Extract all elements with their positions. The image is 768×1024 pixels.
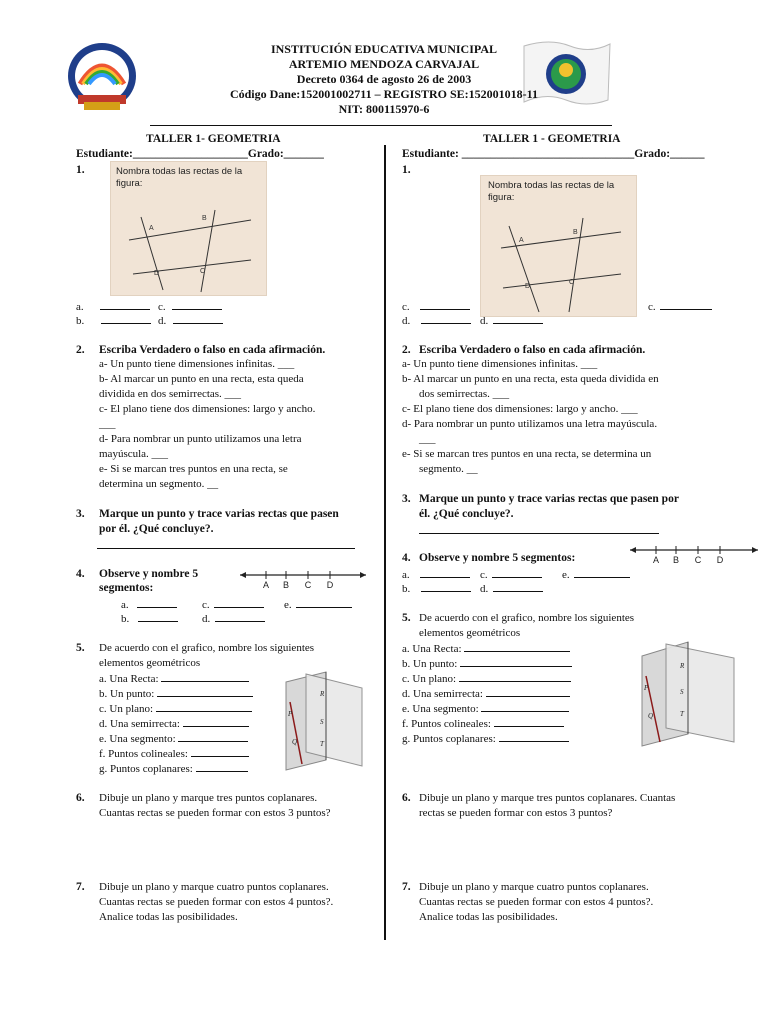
right-q5-e-blank[interactable] [481,701,569,712]
left-q4-a-blank[interactable] [137,597,177,608]
right-seg-label-c: C [694,555,702,565]
left-q1-number: 1. [76,164,85,176]
school-header [0,42,768,117]
left-fig-caption: Nombra todas las rectas de la figura: [116,166,243,189]
right-q1-c1: c. [402,301,410,313]
right-q4-number: 4. [402,552,411,564]
right-q2-a: a- Un punto tiene dimensiones infinitas. ___ [402,358,598,370]
right-q5-a-blank[interactable] [464,641,570,652]
left-q4-d-blank[interactable] [215,611,265,622]
left-q5-item-g: g. Puntos coplanares: [99,763,193,775]
left-q4-a: a. [121,599,129,611]
right-planes-figure [636,638,740,748]
right-segment-figure [628,543,760,565]
right-q7-line1: Dibuje un plano y marque cuatro puntos coplanares. [419,881,649,893]
left-seg-label-b: B [282,580,290,590]
left-q6-line1: Dibuje un plano y marque tres puntos coplanares. [99,792,318,804]
right-q5-item-d: d. Una semirrecta: [402,688,483,700]
right-fig-label-c: C [569,279,575,286]
right-plane-label-s: S [680,688,684,696]
right-q4-d: d. [480,583,489,595]
left-q1-a-blank[interactable] [100,299,150,310]
left-segment-figure [238,568,368,590]
left-seg-label-d: D [326,580,334,590]
right-q6-number: 6. [402,792,411,804]
left-q5-g-blank[interactable] [196,761,248,772]
left-q4-e: e. [284,599,292,611]
left-q2-number: 2. [76,344,85,356]
right-q5-item-f: f. Puntos colineales: [402,718,491,730]
left-q1-d-blank[interactable] [173,313,223,324]
left-fig-label-a: A [149,225,154,232]
right-q4-b-blank[interactable] [421,581,471,592]
right-q4-d-blank[interactable] [493,581,543,592]
right-q2-d2: ___ [419,433,436,445]
left-q2-a: a- Un punto tiene dimensiones infinitas. ___ [99,358,295,370]
left-q1-a: a. [76,301,84,313]
left-q5-f-blank[interactable] [191,746,249,757]
right-fig-label-b: B [573,229,578,236]
left-q2-c1: c- El plano tiene dos dimensiones: largo y ancho. [99,403,316,415]
right-q4-e: e. [562,569,570,581]
right-q3-number: 3. [402,493,411,505]
right-q5-item-b: b. Un punto: [402,658,458,670]
right-plane-label-p: P [644,684,649,692]
right-q1-d2: d. [480,315,489,327]
left-planes-figure [282,668,366,772]
left-q3-line2: por él. ¿Qué concluye?. [99,523,214,535]
right-q2-b2: dos semirrectas. ___ [419,388,510,400]
right-q2-b1: b- Al marcar un punto en una recta, esta queda dividida en [402,373,659,385]
right-q6-line2: rectas se pueden formar con estos 3 puntos? [419,807,613,819]
left-q2-e1: e- Si se marcan tres puntos en una recta, se [99,463,288,475]
right-q5-c-blank[interactable] [459,671,571,682]
right-q3-line2: él. ¿Qué concluye?. [419,508,514,520]
left-fig-label-b: B [202,215,207,222]
right-q1-c2: c. [648,301,656,313]
right-q2-c: c- El plano tiene dos dimensiones: largo y ancho. ___ [402,403,638,415]
left-q7-number: 7. [76,881,85,893]
right-q5-item-g: g. Puntos coplanares: [402,733,496,745]
right-q4-c: c. [480,569,488,581]
right-fig-label-a: A [519,237,524,244]
right-q7-line3: Analice todas las posibilidades. [419,911,558,923]
left-q6-line2: Cuantas rectas se pueden formar con estos 3 puntos? [99,807,331,819]
left-q5-item-e: e. Una segmento: [99,733,176,745]
right-q4-b: b. [402,583,411,595]
right-seg-label-b: B [672,555,680,565]
left-q2-e2: determina un segmento. __ [99,478,219,490]
left-q1-d: d. [158,315,167,327]
right-q3-line1: Marque un punto y trace varias rectas que pasen por [419,493,679,505]
right-q7-line2: Cuantas rectas se pueden formar con estos 4 puntos?. [419,896,654,908]
left-q2-b2: dividida en dos semirrectas. ___ [99,388,242,400]
left-plane-label-p: P [288,710,293,718]
left-q5-e-blank[interactable] [178,731,248,742]
left-student-line: Estudiante:____________________Grado:_______ [76,148,324,160]
right-q2-number: 2. [402,344,411,356]
right-q3-answer-line[interactable] [419,533,659,534]
left-q2-b1: b- Al marcar un punto en una recta, esta queda [99,373,304,385]
left-q5-item-a: a. Una Recta: [99,673,159,685]
left-plane-label-s: S [320,718,324,726]
header-line-5: NIT: 800115970-6 [338,102,430,116]
right-q4-a: a. [402,569,410,581]
right-fig-label-d: D [525,283,531,290]
right-seg-label-a: A [652,555,660,565]
left-q5-item-f: f. Puntos colineales: [99,748,188,760]
right-q2-e2: segmento. __ [419,463,478,475]
right-q5-item-a: a. Una Recta: [402,643,462,655]
left-plane-label-r: R [320,690,325,698]
left-q5-line1: De acuerdo con el grafico, nombre los siguientes [99,642,315,654]
right-fig-caption: Nombra todas las rectas de la figura: [488,180,615,203]
left-q5-item-b: b. Un punto: [99,688,155,700]
left-q1-c: c. [158,301,166,313]
left-q2-title: Escriba Verdadero o falso en cada afirmación. [99,344,326,356]
left-seg-label-c: C [304,580,312,590]
right-q1-c1-blank[interactable] [420,299,470,310]
right-q7-number: 7. [402,881,411,893]
right-q4-line1: Observe y nombre 5 segmentos: [419,552,576,564]
header-line-1: INSTITUCIÓN EDUCATIVA MUNICIPAL [270,42,498,56]
right-q5-number: 5. [402,612,411,624]
left-q7-line3: Analice todas las posibilidades. [99,911,238,923]
right-q5-line2: elementos geométricos [419,627,521,639]
left-q5-line2: elementos geométricos [99,657,201,669]
left-fig-label-d: D [154,270,160,277]
left-q4-b: b. [121,613,130,625]
right-q5-item-e: e. Una segmento: [402,703,479,715]
right-title: TALLER 1 - GEOMETRIA [483,133,621,145]
header-rule [150,125,612,126]
right-plane-label-q: Q [648,712,654,720]
left-q5-b-blank[interactable] [157,686,253,697]
header-line-2: ARTEMIO MENDOZA CARVAJAL [288,57,480,71]
right-q5-b-blank[interactable] [460,656,572,667]
left-q2-d2: mayúscula. ___ [99,448,169,460]
left-fig-label-c: C [200,268,206,275]
left-q4-c: c. [202,599,210,611]
left-title: TALLER 1- GEOMETRIA [146,133,281,145]
right-q4-a-blank[interactable] [420,567,470,578]
right-q1-d2-blank[interactable] [493,313,543,324]
right-q2-title: Escriba Verdadero o falso en cada afirmación. [419,344,646,356]
right-lines-figure [480,175,637,317]
left-q3-number: 3. [76,508,85,520]
right-q5-f-blank[interactable] [494,716,564,727]
right-seg-label-d: D [716,555,724,565]
right-q2-e1: e- Si se marcan tres puntos en una recta, se determina un [402,448,652,460]
right-q4-c-blank[interactable] [492,567,542,578]
left-q5-item-c: c. Un plano: [99,703,154,715]
right-q1-d1: d. [402,315,411,327]
right-q5-line1: De acuerdo con el grafico, nombre los siguientes [419,612,635,624]
left-q4-line1: Observe y nombre 5 [99,568,199,580]
right-plane-label-t: T [680,710,684,718]
left-plane-label-q: Q [292,738,298,746]
left-q4-line2: segmentos: [99,582,154,594]
left-q1-b: b. [76,315,85,327]
left-q4-d: d. [202,613,211,625]
right-q1-c2-blank[interactable] [660,299,712,310]
left-q6-number: 6. [76,792,85,804]
left-q1-b-blank[interactable] [101,313,151,324]
column-divider [384,145,386,940]
right-q4-e-blank[interactable] [574,567,630,578]
left-q3-answer-line[interactable] [97,548,355,549]
right-q5-item-c: c. Un plano: [402,673,457,685]
right-q2-d1: d- Para nombrar un punto utilizamos una letra mayúscula. [402,418,658,430]
right-plane-label-r: R [680,662,685,670]
left-q4-e-blank[interactable] [296,597,352,608]
right-q5-d-blank[interactable] [486,686,570,697]
left-q3-line1: Marque un punto y trace varias rectas que pasen [99,508,339,520]
left-q7-line2: Cuantas rectas se pueden formar con estos 4 puntos?. [99,896,334,908]
left-q5-d-blank[interactable] [183,716,249,727]
left-lines-figure [110,161,267,296]
left-q2-c2: ___ [99,418,116,430]
left-q2-d1: d- Para nombrar un punto utilizamos una letra [99,433,302,445]
right-q1-d1-blank[interactable] [421,313,471,324]
left-q5-a-blank[interactable] [161,671,249,682]
left-seg-label-a: A [262,580,270,590]
header-line-4: Código Dane:152001002711 – REGISTRO SE:152001018-11 [229,87,539,101]
left-q5-number: 5. [76,642,85,654]
right-q5-g-blank[interactable] [499,731,569,742]
left-q7-line1: Dibuje un plano y marque cuatro puntos coplanares. [99,881,329,893]
left-q4-b-blank[interactable] [138,611,178,622]
right-q1-number: 1. [402,164,411,176]
right-student-line: Estudiante: ______________________________Grado:______ [402,148,705,160]
right-q6-line1: Dibuje un plano y marque tres puntos coplanares. Cuantas [419,792,676,804]
left-plane-label-t: T [320,740,324,748]
header-line-3: Decreto 0364 de agosto 26 de 2003 [296,72,472,86]
left-q5-item-d: d. Una semirrecta: [99,718,180,730]
left-q1-c-blank[interactable] [172,299,222,310]
left-q4-number: 4. [76,568,85,580]
left-q5-c-blank[interactable] [156,701,252,712]
left-q4-c-blank[interactable] [214,597,264,608]
